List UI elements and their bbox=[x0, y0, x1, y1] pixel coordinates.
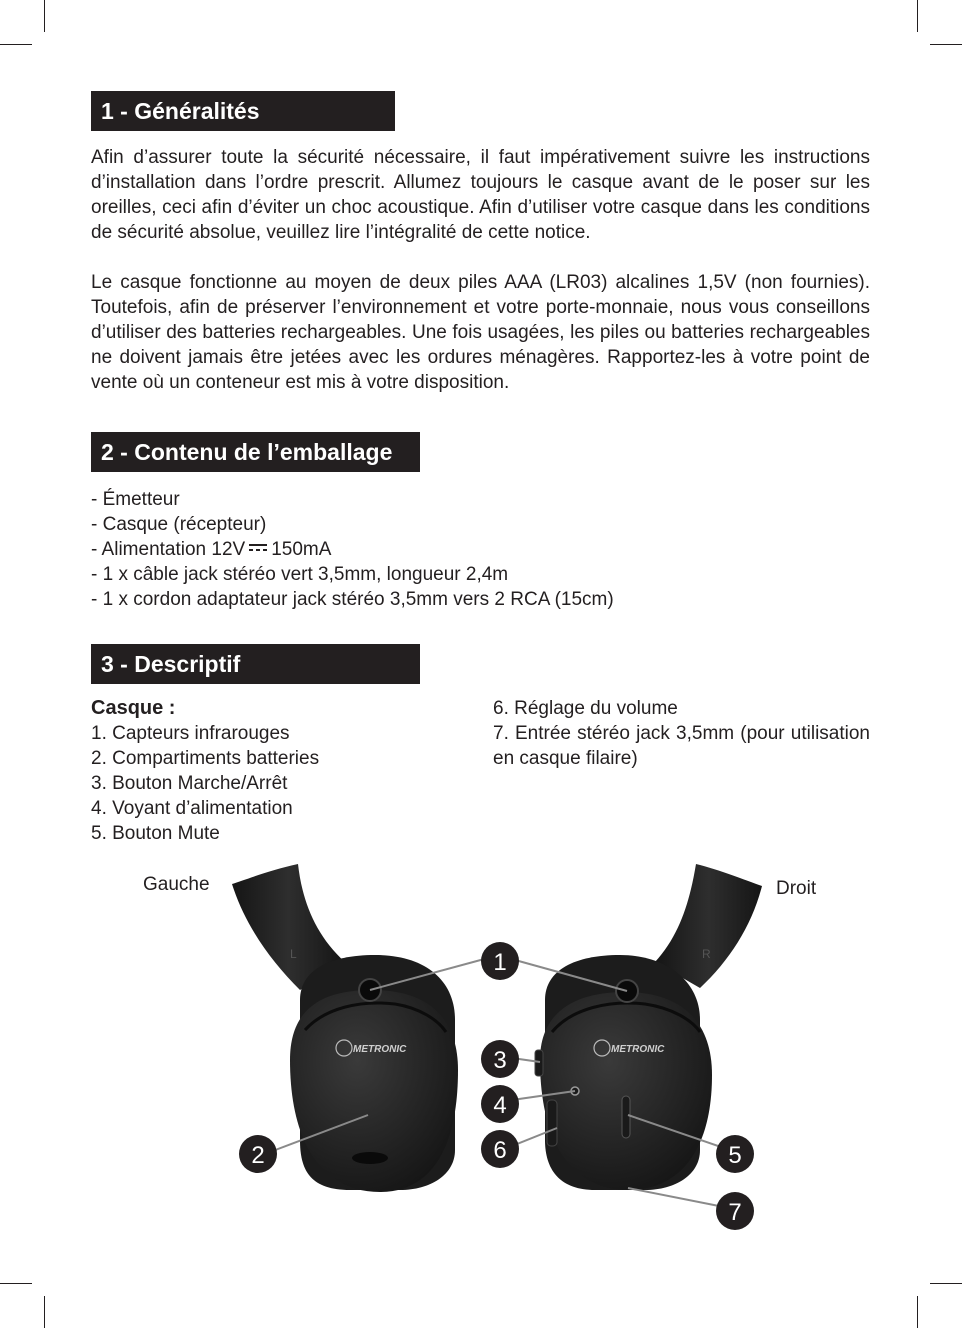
casque-heading: Casque : bbox=[91, 697, 176, 719]
mute-button bbox=[622, 1096, 630, 1138]
svg-text:1: 1 bbox=[493, 949, 507, 976]
list-item: 3. Bouton Marche/Arrêt bbox=[91, 773, 288, 794]
section-1-paragraph-1: Afin d’assurer toute la sécurité nécessaire, il faut impérativement suivre les instructions d’installation dans l’ordre prescrit. Allumez toujours le casque avant de le poser sur les oreilles, ceci afin d’éviter un choc acoustique. Afin d’utiliser votre casque dans les conditions de sécurité absolue, veuillez lire l’intégralité de cette notice. bbox=[91, 147, 870, 243]
volume-wheel bbox=[547, 1100, 557, 1146]
list-item: 5. Bouton Mute bbox=[91, 823, 220, 844]
list-item: 1. Capteurs infrarouges bbox=[91, 723, 290, 744]
left-brand-logo: METRONIC bbox=[353, 1044, 407, 1055]
power-button bbox=[535, 1050, 543, 1076]
left-side-label: Gauche bbox=[143, 874, 210, 895]
svg-text:2: 2 bbox=[251, 1142, 265, 1169]
band-left-letter: L bbox=[290, 947, 297, 961]
callout-6 bbox=[481, 1130, 519, 1168]
list-item: 2. Compartiments batteries bbox=[91, 748, 320, 769]
callout-1 bbox=[481, 942, 519, 980]
list-item: - Émetteur bbox=[91, 489, 180, 510]
band-right-letter: R bbox=[702, 947, 711, 961]
callout-2 bbox=[239, 1135, 277, 1173]
list-item: - 1 x câble jack stéréo vert 3,5mm, longueur 2,4m bbox=[91, 564, 509, 585]
svg-text:6: 6 bbox=[493, 1137, 507, 1164]
section-1-paragraph-2: Le casque fonctionne au moyen de deux piles AAA (LR03) alcalines 1,5V (non fournies). Toutefois, afin de préserver l’environnement et votre porte-monnaie, nous vous conseillons d’utiliser des batteries rechargeables. Une fois usagées, les piles ou batteries rechargeables ne doivent jamais être jetées avec les ordures ménagères. Rapportez-les à votre point de vente où un conteneur est mis à votre disposition. bbox=[91, 272, 870, 393]
callout-7 bbox=[716, 1192, 754, 1230]
power-current: 150mA bbox=[271, 539, 332, 560]
section-3-title: 3 - Descriptif bbox=[91, 644, 420, 684]
right-brand-logo: METRONIC bbox=[611, 1044, 665, 1055]
section-1-title: 1 - Généralités bbox=[91, 91, 395, 131]
list-item: 7. Entrée stéréo jack 3,5mm (pour utilisation en casque filaire) bbox=[493, 723, 870, 769]
svg-text:7: 7 bbox=[728, 1199, 742, 1226]
svg-text:4: 4 bbox=[493, 1092, 507, 1119]
list-item: 6. Réglage du volume bbox=[493, 698, 678, 719]
right-side-label: Droit bbox=[776, 878, 817, 899]
section-2-title: 2 - Contenu de l’emballage bbox=[91, 432, 420, 472]
callout-4 bbox=[481, 1085, 519, 1123]
svg-text:3: 3 bbox=[493, 1047, 507, 1074]
list-item: 4. Voyant d’alimentation bbox=[91, 798, 293, 819]
power-label: - Alimentation 12V bbox=[91, 539, 246, 560]
callout-3 bbox=[481, 1040, 519, 1078]
callout-5 bbox=[716, 1135, 754, 1173]
svg-text:5: 5 bbox=[728, 1142, 742, 1169]
list-item: - 1 x cordon adaptateur jack stéréo 3,5mm vers 2 RCA (15cm) bbox=[91, 589, 614, 610]
list-item: - Casque (récepteur) bbox=[91, 514, 267, 535]
